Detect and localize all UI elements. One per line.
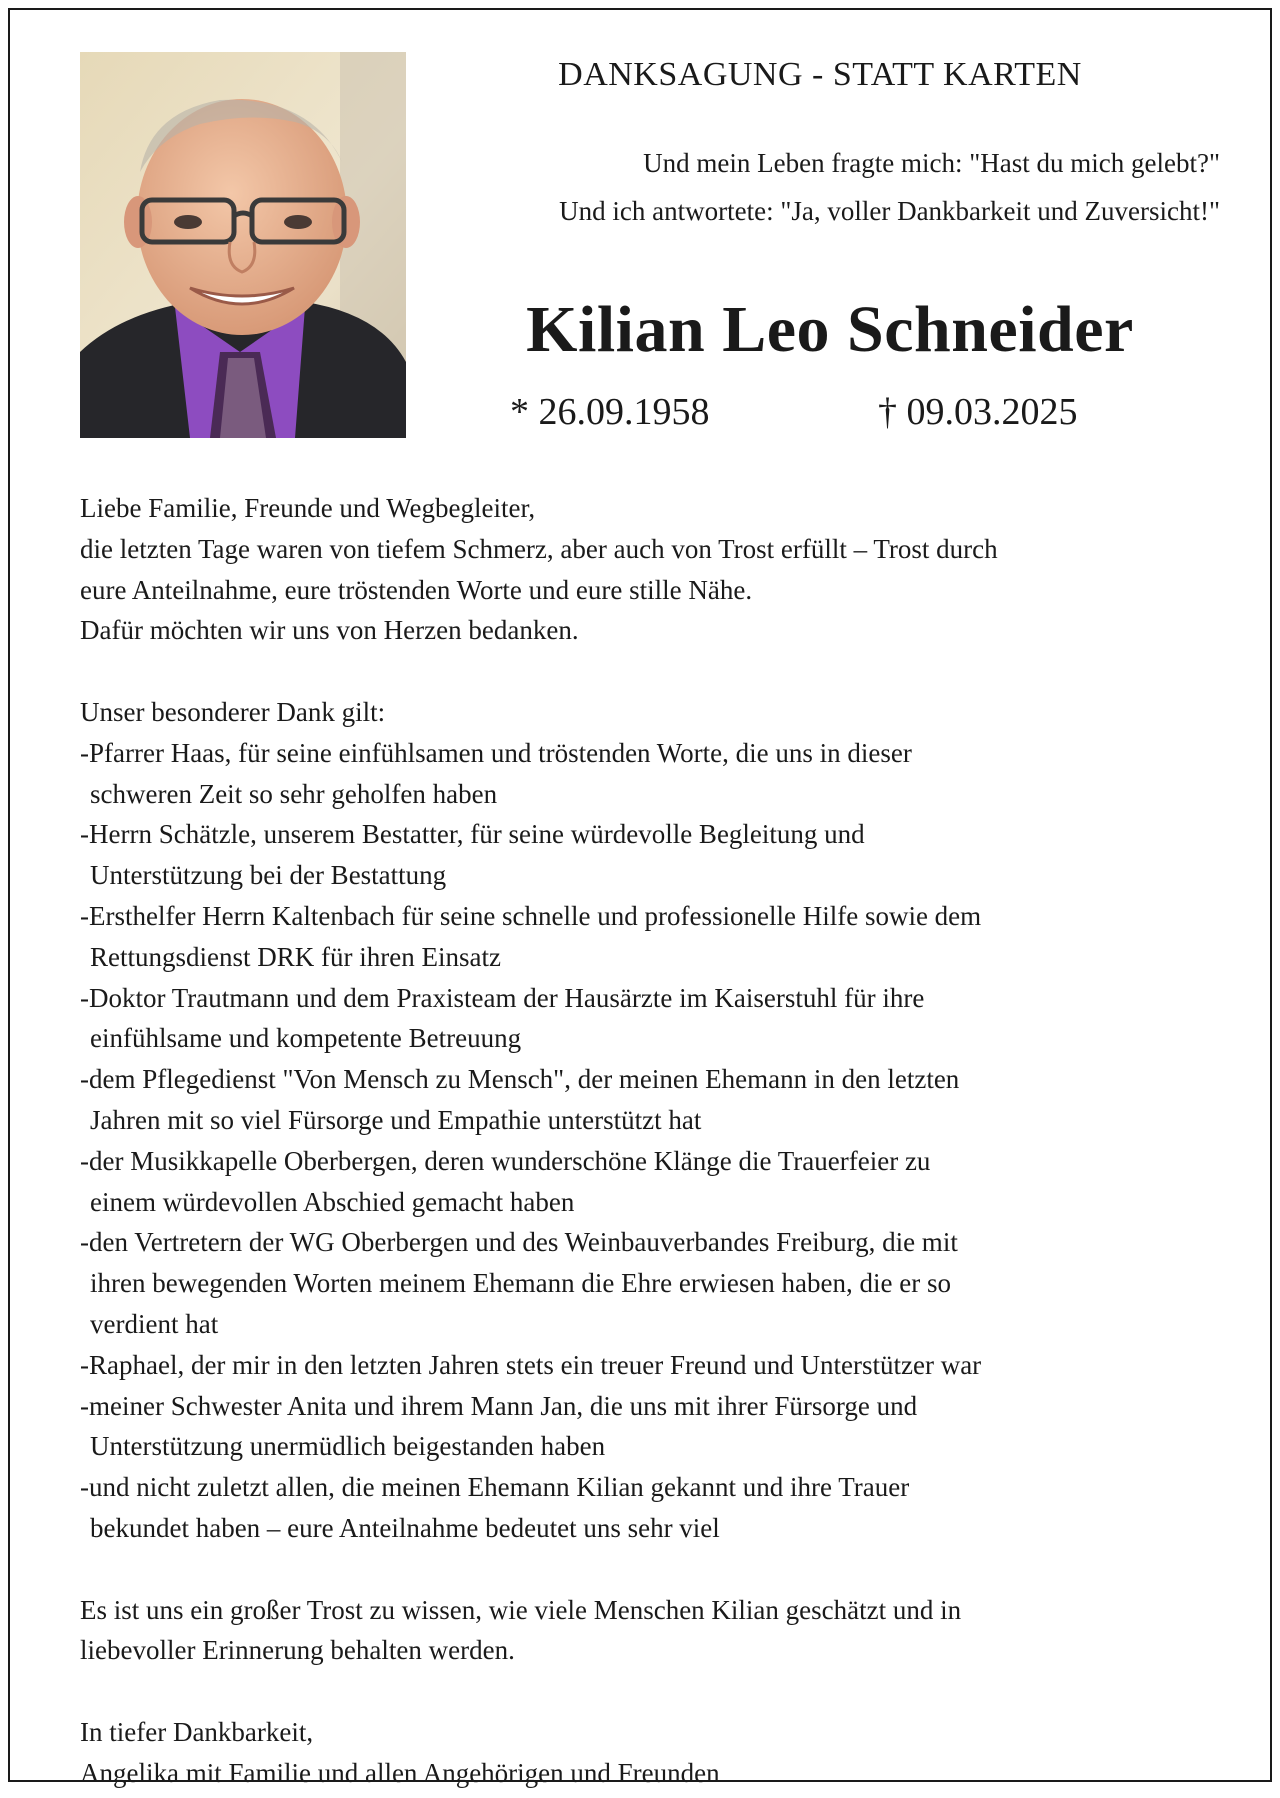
thanks-line: einem würdevollen Abschied gemacht haben bbox=[90, 1186, 575, 1217]
paragraph-spacer bbox=[80, 1549, 1240, 1590]
intro-line: Dafür möchten wir uns von Herzen bedanken. bbox=[80, 615, 579, 646]
thanks-line: -Ersthelfer Herrn Kaltenbach für seine schnelle und professionelle Hilfe sowie dem bbox=[80, 900, 982, 931]
thanks-line: bekundet haben – eure Anteilnahme bedeutet uns sehr viel bbox=[90, 1512, 720, 1543]
thanks-line: -den Vertretern der WG Oberbergen und des Weinbauverbandes Freiburg, die mit bbox=[80, 1227, 958, 1258]
intro-line: eure Anteilnahme, eure tröstenden Worte und eure stille Nähe. bbox=[80, 574, 753, 605]
thanks-line: -und nicht zuletzt allen, die meinen Ehemann Kilian gekannt und ihre Trauer bbox=[80, 1472, 910, 1503]
thanks-line: verdient hat bbox=[90, 1308, 219, 1339]
obituary-notice bbox=[8, 8, 1272, 1788]
portrait-photo bbox=[80, 52, 406, 438]
thanks-line: ihren bewegenden Worten meinem Ehemann die Ehre erwiesen haben, die er so bbox=[90, 1268, 951, 1299]
thanks-line: -der Musikkapelle Oberbergen, deren wunderschöne Klänge die Trauerfeier zu bbox=[80, 1145, 931, 1176]
signature-line: In tiefer Dankbarkeit, bbox=[80, 1716, 314, 1747]
closing-line: Es ist uns ein großer Trost zu wissen, wie viele Menschen Kilian geschätzt und in bbox=[80, 1594, 962, 1625]
thanks-line: schweren Zeit so sehr geholfen haben bbox=[90, 778, 498, 809]
deceased-name: Kilian Leo Schneider bbox=[526, 293, 1134, 366]
thanks-line: Unterstützung unermüdlich beigestanden haben bbox=[90, 1431, 606, 1462]
paragraph-spacer bbox=[80, 1671, 1240, 1712]
thanks-line: -Doktor Trautmann und dem Praxisteam der Hausärzte im Kaiserstuhl für ihre bbox=[80, 982, 925, 1013]
signature-line: Angelika mit Familie und allen Angehörigen und Freunden bbox=[80, 1757, 720, 1788]
intro-line: die letzten Tage waren von tiefem Schmerz, aber auch von Trost erfüllt – Trost durch bbox=[80, 533, 998, 564]
thanks-line: Unterstützung bei der Bestattung bbox=[90, 860, 447, 891]
death-date: † 09.03.2025 bbox=[878, 391, 1078, 433]
thanks-line: Rettungsdienst DRK für ihren Einsatz bbox=[90, 941, 501, 972]
thanks-line: -meiner Schwester Anita und ihrem Mann Jan, die uns mit ihrer Fürsorge und bbox=[80, 1390, 918, 1421]
portrait-photo-illustration bbox=[80, 52, 406, 438]
paragraph-spacer bbox=[80, 651, 1240, 692]
quote-line-1: Und mein Leben fragte mich: "Hast du mich gelebt?" bbox=[643, 148, 1220, 178]
thanks-line: -Pfarrer Haas, für seine einfühlsamen und tröstenden Worte, die uns in dieser bbox=[80, 737, 912, 768]
thanks-line: -Raphael, der mir in den letzten Jahren stets ein treuer Freund und Unterstützer war bbox=[80, 1349, 982, 1380]
thanks-line: einfühlsame und kompetente Betreuung bbox=[90, 1023, 522, 1054]
intro-line: Liebe Familie, Freunde und Wegbegleiter, bbox=[80, 493, 536, 523]
thanks-line: -Herrn Schätzle, unserem Bestatter, für seine würdevolle Begleitung und bbox=[80, 819, 865, 850]
thanks-heading: Unser besonderer Dank gilt: bbox=[80, 696, 386, 727]
thanks-line: -dem Pflegedienst "Von Mensch zu Mensch", der meinen Ehemann in den letzten bbox=[80, 1064, 960, 1095]
birth-date: * 26.09.1958 bbox=[510, 391, 710, 433]
closing-line: liebevoller Erinnerung behalten werden. bbox=[80, 1635, 515, 1666]
quote-line-2: Und ich antwortete: "Ja, voller Dankbarkeit und Zuversicht!" bbox=[559, 196, 1220, 226]
notice-heading: DANKSAGUNG - STATT KARTEN bbox=[558, 56, 1082, 93]
thanks-line: Jahren mit so viel Fürsorge und Empathie unterstützt hat bbox=[90, 1104, 702, 1135]
notice-body bbox=[80, 488, 1240, 1794]
